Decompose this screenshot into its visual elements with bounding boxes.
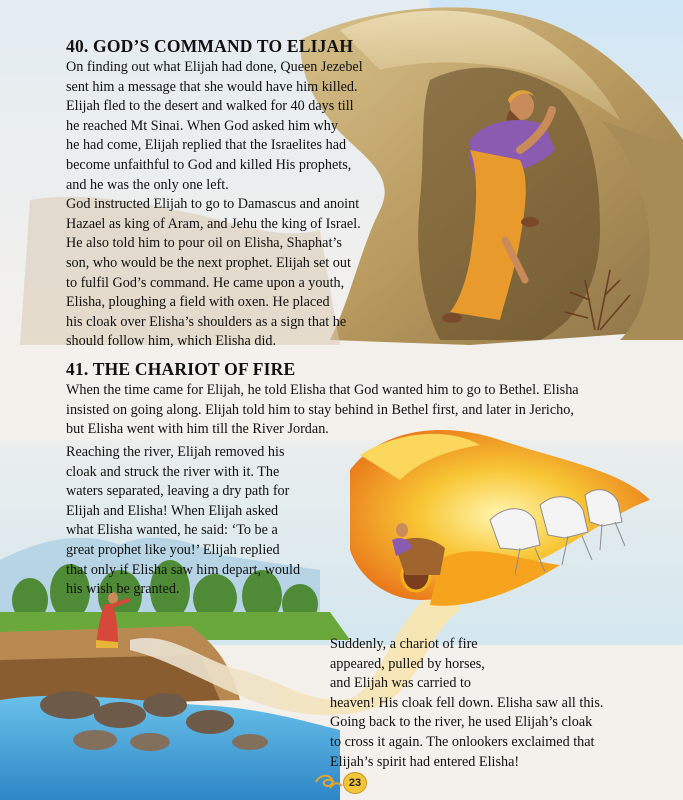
text-line: but Elisha went with him till the River Jordan. bbox=[66, 421, 329, 438]
page-number-badge: 23 bbox=[343, 772, 367, 794]
text-line: should follow him, which Elisha did. bbox=[66, 333, 277, 350]
section-41-ending-text bbox=[330, 635, 646, 772]
text-line: Suddenly, a chariot of fire bbox=[330, 636, 478, 652]
text-line: to cross it again. The onlookers exclaimed that bbox=[330, 733, 595, 750]
text-line: God instructed Elijah to go to Damascus and anoint bbox=[66, 196, 360, 213]
text-line: his wish be granted. bbox=[66, 581, 180, 598]
text-line: Elijah and Elisha! When Elijah asked bbox=[66, 502, 279, 519]
text-line: waters separated, leaving a dry path for bbox=[66, 483, 290, 500]
text-line: he had come, Elijah replied that the Israelites had bbox=[66, 137, 347, 154]
text-line: When the time came for Elijah, he told Elisha that God wanted him to go to Bethel. Elisha bbox=[66, 382, 579, 398]
text-line: and Elijah was carried to bbox=[330, 675, 472, 692]
section-41-river-text bbox=[66, 443, 322, 600]
section-41-intro bbox=[66, 381, 646, 440]
text-line: that only if Elisha saw him depart, would bbox=[66, 561, 301, 578]
text-line: his cloak over Elisha’s shoulders as a sign that he bbox=[66, 313, 347, 330]
text-line: Going back to the river, he used Elijah’s cloak bbox=[330, 714, 593, 731]
text-line: On finding out what Elijah had done, Queen Jezebel bbox=[66, 59, 363, 75]
text-line: son, who would be the next prophet. Elijah set out bbox=[66, 254, 351, 271]
text-line: insisted on going along. Elijah told him to stay behind in Bethel first, and later in Jericho, bbox=[66, 401, 574, 418]
text-line: he reached Mt Sinai. When God asked him why bbox=[66, 117, 338, 134]
section-40-heading: 40. GOD’S COMMAND TO ELIJAH bbox=[66, 36, 354, 56]
text-line: sent him a message that she would have him killed. bbox=[66, 78, 358, 95]
text-line: great prophet like you!’ Elijah replied bbox=[66, 541, 280, 558]
text-line: cloak and struck the river with it. The bbox=[66, 463, 280, 480]
text-line: Elisha, ploughing a field with oxen. He placed bbox=[66, 294, 330, 311]
text-line: Elijah fled to the desert and walked for 40 days till bbox=[66, 98, 354, 115]
section-41-heading: 41. THE CHARIOT OF FIRE bbox=[66, 359, 296, 379]
text-line: what Elisha wanted, he said: ‘To be a bbox=[66, 522, 278, 539]
text-line: He also told him to pour oil on Elisha, Shaphat’s bbox=[66, 235, 342, 252]
text-line: Elijah’s spirit had entered Elisha! bbox=[330, 753, 520, 770]
text-line: heaven! His cloak fell down. Elisha saw all this. bbox=[330, 694, 604, 711]
section-40-text bbox=[66, 58, 428, 352]
text-line: appeared, pulled by horses, bbox=[330, 655, 485, 672]
text-line: Hazael as king of Aram, and Jehu the king of Israel. bbox=[66, 215, 361, 232]
text-line: and he was the only one left. bbox=[66, 176, 229, 193]
text-line: become unfaithful to God and killed His prophets, bbox=[66, 156, 352, 173]
text-line: Reaching the river, Elijah removed his bbox=[66, 444, 285, 460]
text-line: to fulfil God’s command. He came upon a youth, bbox=[66, 274, 345, 291]
